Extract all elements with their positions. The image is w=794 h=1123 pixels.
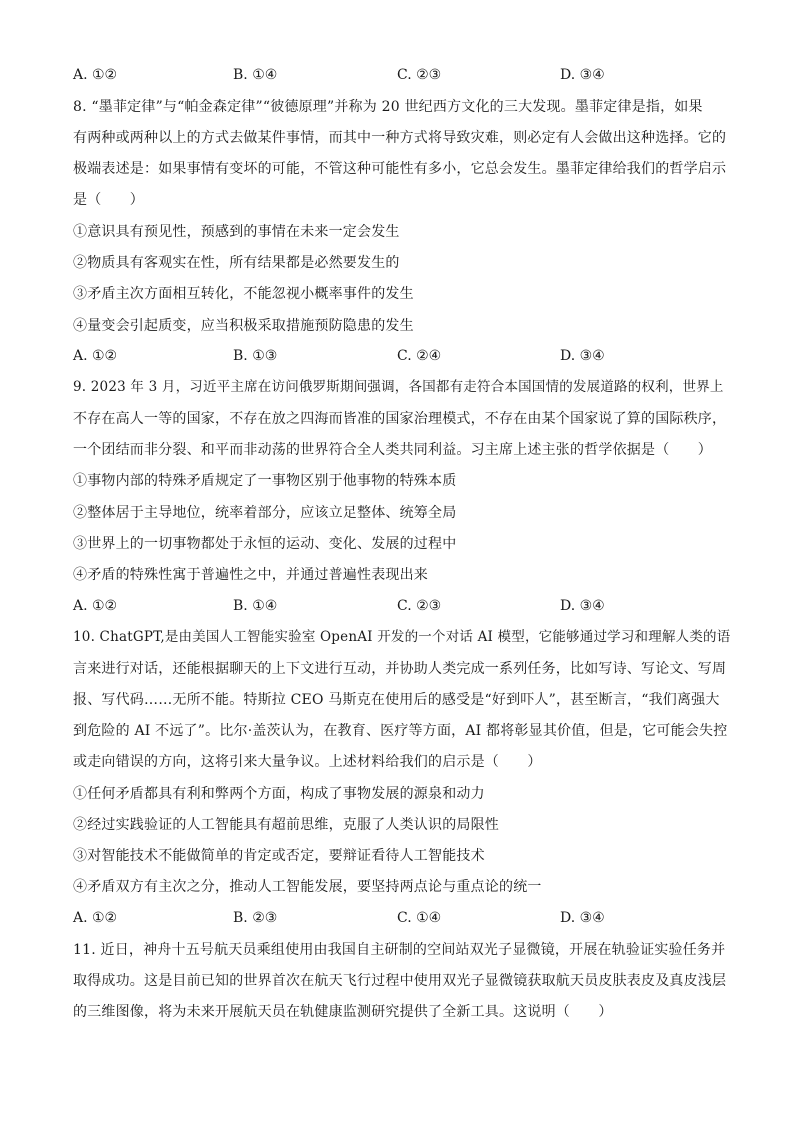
- q10-statement-3: ③对智能技术不能做简单的肯定或否定，要辩证看待人工智能技术: [73, 848, 485, 864]
- q7-option-c: C. ②③: [397, 67, 442, 83]
- q7-option-d: D. ③④: [560, 67, 605, 83]
- q7-option-a: A. ①②: [73, 67, 118, 83]
- q10-stem-line: 报、写代码……无所不能。特斯拉 CEO 马斯克在使用后的感受是“好到吓人”，甚至断言，“我们离强大: [73, 692, 720, 708]
- q8-stem-line: 有两种或两种以上的方式去做某件事情，而其中一种方式将导致灾难，则必定有人会做出这种选择。它的: [73, 130, 727, 146]
- q9-statement-1: ①事物内部的特殊矛盾规定了一事物区别于他事物的特殊本质: [73, 473, 457, 489]
- q8-statement-3: ③矛盾主次方面相互转化，不能忽视小概率事件的发生: [73, 286, 414, 302]
- q8-option-d: D. ③④: [560, 348, 605, 364]
- q9-statement-2: ②整体居于主导地位，统率着部分，应该立足整体、统筹全局: [73, 505, 457, 521]
- q11-stem-line: 11. 近日，神舟十五号航天员乘组使用由我国自主研制的空间站双光子显微镜，开展在轨验证实验任务并: [73, 942, 726, 958]
- q10-statement-4: ④矛盾双方有主次之分，推动人工智能发展，要坚持两点论与重点论的统一: [73, 879, 542, 895]
- q9-options: [73, 597, 733, 615]
- q11-stem-line: 取得成功。这是目前已知的世界首次在航天飞行过程中使用双光子显微镜获取航天员皮肤表皮及真皮浅层: [73, 973, 727, 989]
- q9-stem-line: 9. 2023 年 3 月，习近平主席在访问俄罗斯期间强调，各国都有走符合本国国情的发展道路的权利，世界上: [73, 379, 724, 395]
- q10-statement-1: ①任何矛盾都具有利和弊两个方面，构成了事物发展的源泉和动力: [73, 786, 485, 802]
- q7-options: [73, 66, 733, 84]
- q10-stem-line: 言来进行对话，还能根据聊天的上下文进行互动，并协助人类完成一系列任务，比如写诗、写论文、写周: [73, 661, 727, 677]
- q7-option-b: B. ①④: [233, 67, 278, 83]
- q10-option-c: C. ①④: [397, 910, 442, 926]
- q10-stem-line: 或走向错误的方向，这将引来大量争议。上述材料给我们的启示是（ ）: [73, 754, 542, 770]
- q8-stem-line: 8. “墨菲定律”与“帕金森定律”“彼德原理”并称为 20 世纪西方文化的三大发现。墨菲定律是指，如果: [73, 99, 703, 115]
- q8-stem-line: 极端表述是：如果事情有变坏的可能，不管这种可能性有多小，它总会发生。墨菲定律给我们的哲学启示: [73, 161, 727, 177]
- q8-statement-1: ①意识具有预见性，预感到的事情在未来一定会发生: [73, 224, 400, 240]
- q9-stem-line: 一个团结而非分裂、和平而非动荡的世界符合全人类共同利益。习主席上述主张的哲学依据是（ ）: [73, 442, 712, 458]
- q9-stem-line: 不存在高人一等的国家，不存在放之四海而皆准的国家治理模式，不存在由某个国家说了算的国际秩序，: [73, 411, 727, 427]
- q9-option-b: B. ①④: [233, 598, 278, 614]
- q8-option-b: B. ①③: [233, 348, 278, 364]
- q10-stem-line: 到危险的 AI 不远了”。比尔·盖茨认为，在教育、医疗等方面，AI 都将彰显其价值，但是，它可能会失控: [73, 723, 728, 739]
- q8-statement-4: ④量变会引起质变，应当积极采取措施预防隐患的发生: [73, 318, 414, 334]
- q10-option-b: B. ②③: [233, 910, 278, 926]
- q8-options: [73, 347, 733, 365]
- q9-statement-3: ③世界上的一切事物都处于永恒的运动、变化、发展的过程中: [73, 536, 457, 552]
- q10-options: [73, 909, 733, 927]
- q10-statement-2: ②经过实践验证的人工智能具有超前思维，克服了人类认识的局限性: [73, 817, 499, 833]
- q11-stem-line: 的三维图像，将为未来开展航天员在轨健康监测研究提供了全新工具。这说明（ ）: [73, 1004, 613, 1020]
- q10-stem-line: 10. ChatGPT,是由美国人工智能实验室 OpenAI 开发的一个对话 AI 模型，它能够通过学习和理解人类的语: [73, 629, 731, 645]
- q9-option-c: C. ②③: [397, 598, 442, 614]
- q8-stem-line: 是（ ）: [73, 192, 144, 208]
- q10-option-d: D. ③④: [560, 910, 605, 926]
- q8-option-a: A. ①②: [73, 348, 118, 364]
- q9-option-d: D. ③④: [560, 598, 605, 614]
- q8-option-c: C. ②④: [397, 348, 442, 364]
- q9-option-a: A. ①②: [73, 598, 118, 614]
- q10-option-a: A. ①②: [73, 910, 118, 926]
- q9-statement-4: ④矛盾的特殊性寓于普遍性之中，并通过普遍性表现出来: [73, 567, 428, 583]
- q8-statement-2: ②物质具有客观实在性，所有结果都是必然要发生的: [73, 255, 400, 271]
